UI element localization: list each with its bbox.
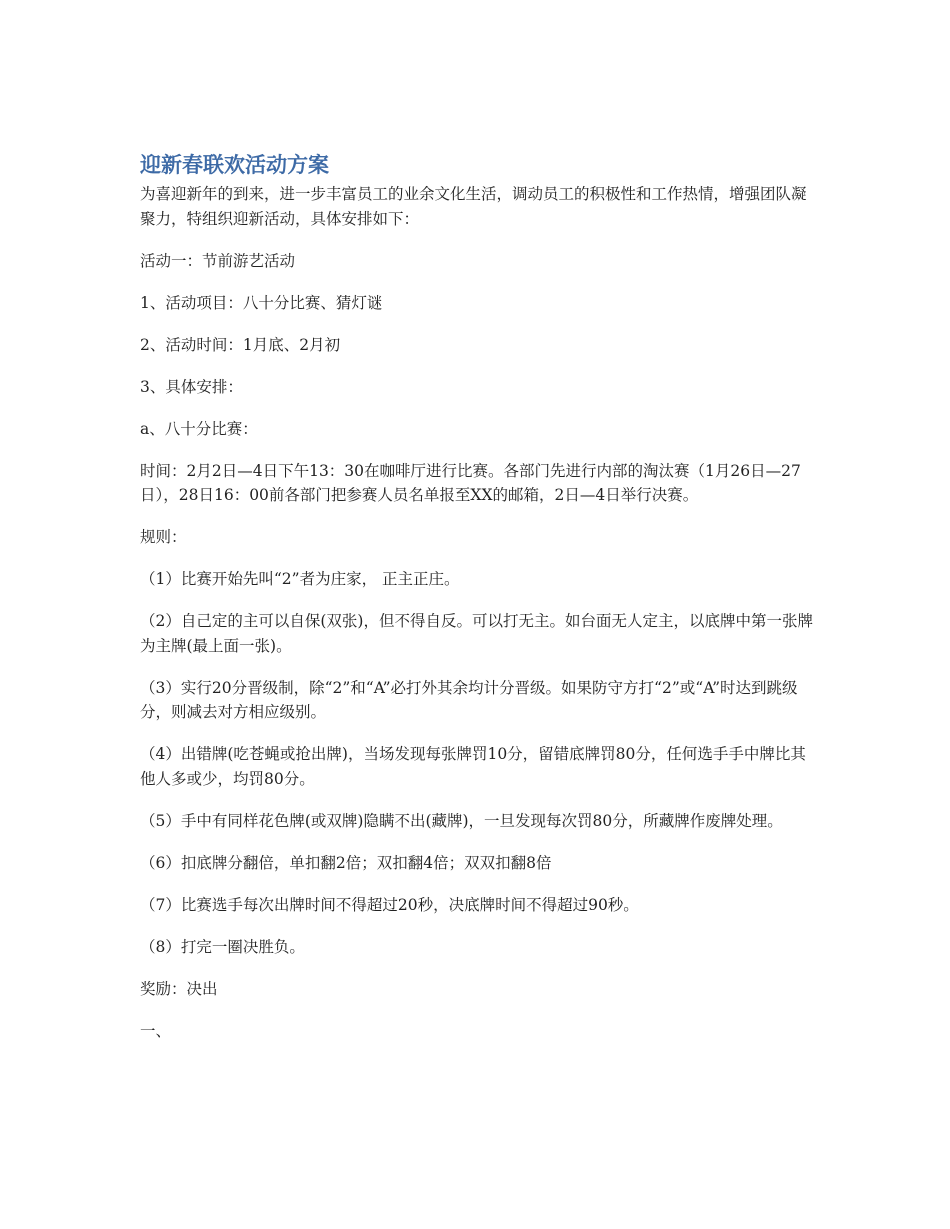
eighty-points-heading: a、八十分比赛：	[140, 419, 258, 438]
activity-time: 2、活动时间：1月底、2月初	[140, 335, 341, 354]
arrangement-heading: 3、具体安排：	[140, 377, 243, 396]
document-page	[140, 148, 815, 1061]
activity-one-heading: 活动一：节前游艺活动	[140, 251, 296, 270]
document-title: 迎新春联欢活动方案	[140, 153, 329, 177]
rule-5: （5）手中有同样花色牌(或双牌)隐瞒不出(藏牌)，一旦发现每次罚80分，所藏牌作废牌处理。	[140, 811, 783, 830]
reward-paragraph: 奖励：决出	[140, 979, 218, 998]
rule-2: （2）自己定的主可以自保(双张)，但不得自反。可以打无主。如台面无人定主，以底牌中第一张牌为主牌(最上面一张)。	[140, 612, 813, 655]
rule-4: （4）出错牌(吃苍蝇或抢出牌)，当场发现每张牌罚10分，留错底牌罚80分，任何选手手中牌比其他人多或少，均罚80分。	[140, 745, 806, 788]
schedule-paragraph: 时间：2月2日—4日下午13：30在咖啡厅进行比赛。各部门先进行内部的淘汰赛（1月26日—27日），28日16：00前各部门把参赛人员名单报至XX的邮箱，2日—4日举行决赛。	[140, 461, 801, 504]
activity-items: 1、活动项目：八十分比赛、猜灯谜	[140, 293, 383, 312]
rule-1: （1）比赛开始先叫“2”者为庄家， 正主正庄。	[140, 570, 460, 588]
rule-7: （7）比赛选手每次出牌时间不得超过20秒，决底牌时间不得超过90秒。	[140, 895, 639, 914]
rule-6: （6）扣底牌分翻倍，单扣翻2倍；双扣翻4倍；双双扣翻8倍	[140, 853, 552, 872]
rules-heading: 规则：	[140, 528, 187, 546]
intro-paragraph: 为喜迎新年的到来，进一步丰富员工的业余文化生活，调动员工的积极性和工作热情，增强团队凝聚力，特组织迎新活动，具体安排如下：	[140, 185, 807, 228]
rule-3: （3）实行20分晋级制，除“2”和“A”必打外其余均计分晋级。如果防守方打“2”或“A”时达到跳级分，则减去对方相应级别。	[140, 678, 798, 721]
list-marker-one: 一、	[140, 1021, 172, 1040]
rule-8: （8）打完一圈决胜负。	[140, 937, 305, 956]
